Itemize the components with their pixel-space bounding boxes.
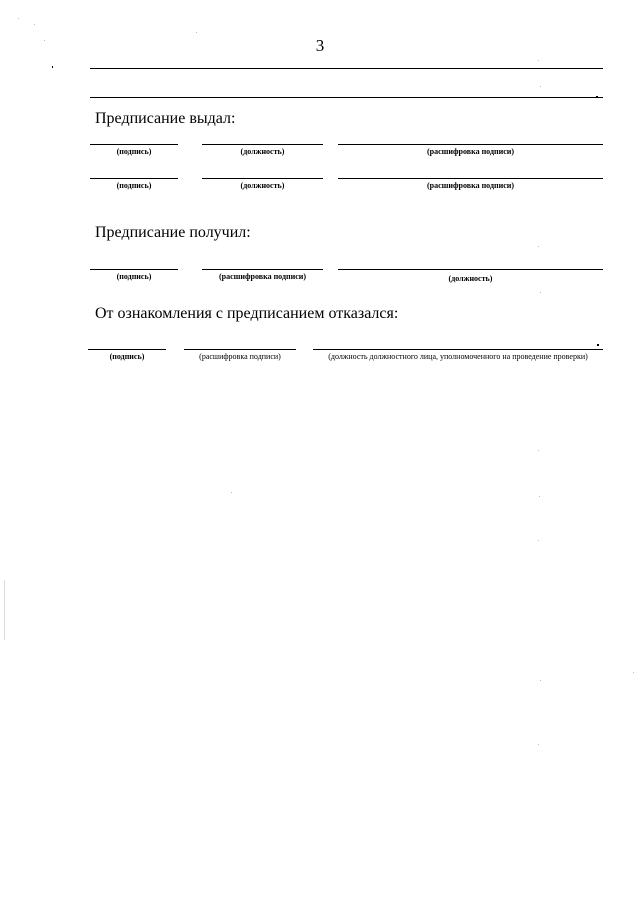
scan-speck — [633, 672, 634, 673]
scan-speck — [18, 18, 19, 19]
received-decoding-line — [202, 269, 323, 270]
refused-signature-caption: (подпись) — [109, 352, 145, 361]
scan-speck — [4, 580, 5, 640]
refused-signature-line — [88, 349, 166, 350]
issued-row2-signature-line — [90, 178, 178, 179]
issued-row2-decoding-caption: (расшифровка подписи) — [426, 181, 515, 190]
scan-speck — [538, 246, 539, 247]
scan-speck — [44, 40, 45, 41]
page-number: 3 — [315, 36, 325, 55]
refused-decoding-caption: (расшифровка подписи) — [199, 352, 281, 361]
issued-row2-signature-caption: (подпись) — [116, 181, 152, 190]
received-position-line — [338, 269, 603, 270]
issued-title: Предписание выдал: — [95, 110, 236, 127]
received-decoding-caption: (расшифровка подписи) — [218, 272, 307, 281]
blank-line-2 — [90, 97, 603, 98]
scan-speck — [539, 496, 540, 497]
scan-speck — [538, 60, 539, 61]
scan-speck — [34, 24, 35, 25]
scan-speck — [540, 292, 541, 293]
issued-row1-signature-caption: (подпись) — [116, 147, 152, 156]
blank-line-1 — [90, 68, 603, 69]
refused-title: От ознакомления с предписанием отказался: — [95, 305, 399, 322]
scan-speck — [196, 32, 197, 33]
issued-row1-position-line — [202, 144, 323, 145]
scan-speck — [231, 492, 232, 493]
received-position-caption: (должность) — [448, 274, 493, 283]
scan-dot — [597, 344, 599, 346]
scan-speck — [538, 540, 539, 541]
issued-row1-decoding-line — [338, 144, 603, 145]
received-signature-line — [90, 269, 178, 270]
issued-row2-decoding-line — [338, 178, 603, 179]
issued-row1-decoding-caption: (расшифровка подписи) — [426, 147, 515, 156]
scan-speck — [540, 86, 541, 87]
issued-row2-position-line — [202, 178, 323, 179]
issued-row1-position-caption: (должность) — [240, 147, 285, 156]
refused-position-line — [313, 349, 603, 350]
issued-row1-signature-line — [90, 144, 178, 145]
issued-row2-position-caption: (должность) — [240, 181, 285, 190]
scan-speck — [540, 680, 541, 681]
scan-dot — [52, 66, 53, 68]
received-title: Предписание получил: — [95, 224, 251, 241]
refused-position-caption: (должность должностного лица, уполномоченного на проведение проверки) — [328, 352, 588, 361]
scan-speck — [538, 450, 539, 451]
scan-speck — [538, 744, 539, 745]
scan-dot — [596, 96, 598, 98]
refused-decoding-line — [184, 349, 296, 350]
received-signature-caption: (подпись) — [116, 272, 152, 281]
